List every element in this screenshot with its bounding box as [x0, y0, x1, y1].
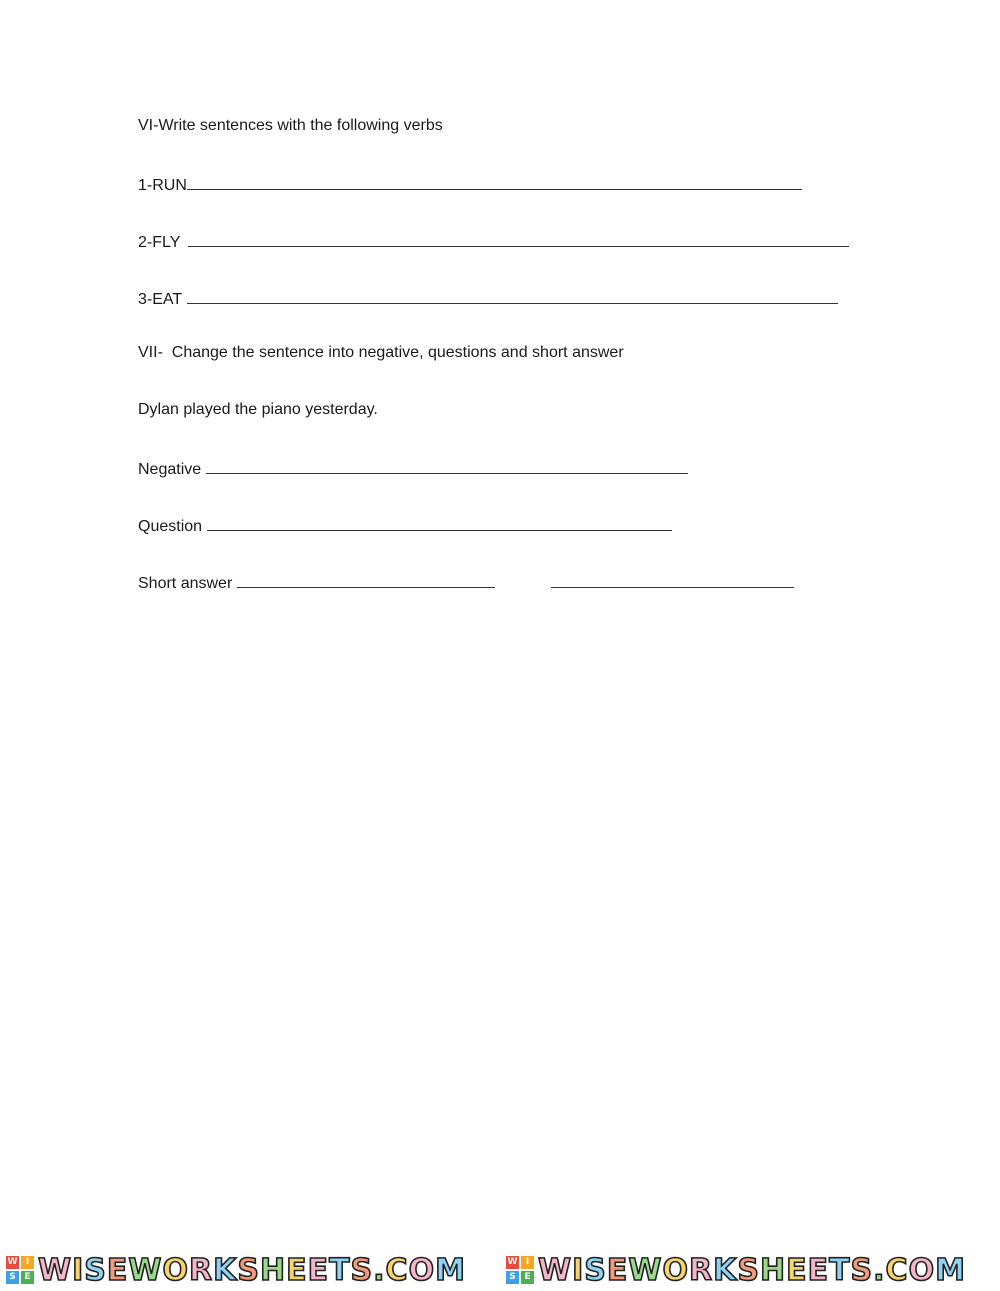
short-answer-row — [138, 571, 794, 594]
tile-w: W — [507, 1257, 518, 1267]
brand-tiles-icon — [506, 1256, 534, 1284]
section-6-heading: VI-Write sentences with the following verbs — [138, 117, 443, 134]
tile-s: S — [506, 1271, 519, 1284]
verb-label-run: 1-RUN — [138, 177, 187, 194]
verb-row-eat — [138, 287, 838, 310]
short-answer-line-1[interactable] — [237, 571, 495, 588]
tile-i: I — [521, 1256, 534, 1269]
footer-watermark — [0, 1252, 1000, 1290]
tile-s: S — [6, 1271, 19, 1284]
verb-row-fly — [138, 230, 849, 253]
tile-w: W — [7, 1257, 18, 1267]
question-answer-line[interactable] — [207, 514, 672, 531]
answer-line-run[interactable] — [187, 173, 802, 190]
section-7-heading: VII- Change the sentence into negative, questions and short answer — [138, 344, 624, 361]
brand-logo-2 — [500, 1252, 998, 1290]
negative-answer-line[interactable] — [206, 457, 688, 474]
verb-label-fly: 2-FLY — [138, 234, 181, 251]
brand-text: WISEWORKSHEETS.COM — [38, 1253, 466, 1288]
question-row — [138, 514, 672, 537]
short-answer-label: Short answer — [138, 575, 233, 592]
example-sentence: Dylan played the piano yesterday. — [138, 401, 378, 418]
brand-text: WISEWORKSHEETS.COM — [538, 1253, 966, 1288]
question-label: Question — [138, 518, 203, 535]
brand-logo-1 — [0, 1252, 498, 1290]
negative-row — [138, 457, 688, 480]
verb-row-run — [138, 173, 802, 196]
tile-e: E — [21, 1271, 34, 1284]
brand-tiles-icon — [6, 1256, 34, 1284]
short-answer-line-2[interactable] — [551, 571, 794, 588]
tile-e: E — [521, 1271, 534, 1284]
tile-i: I — [21, 1256, 34, 1269]
answer-line-fly[interactable] — [188, 230, 849, 247]
negative-label: Negative — [138, 461, 202, 478]
verb-label-eat: 3-EAT — [138, 291, 183, 308]
answer-line-eat[interactable] — [187, 287, 838, 304]
